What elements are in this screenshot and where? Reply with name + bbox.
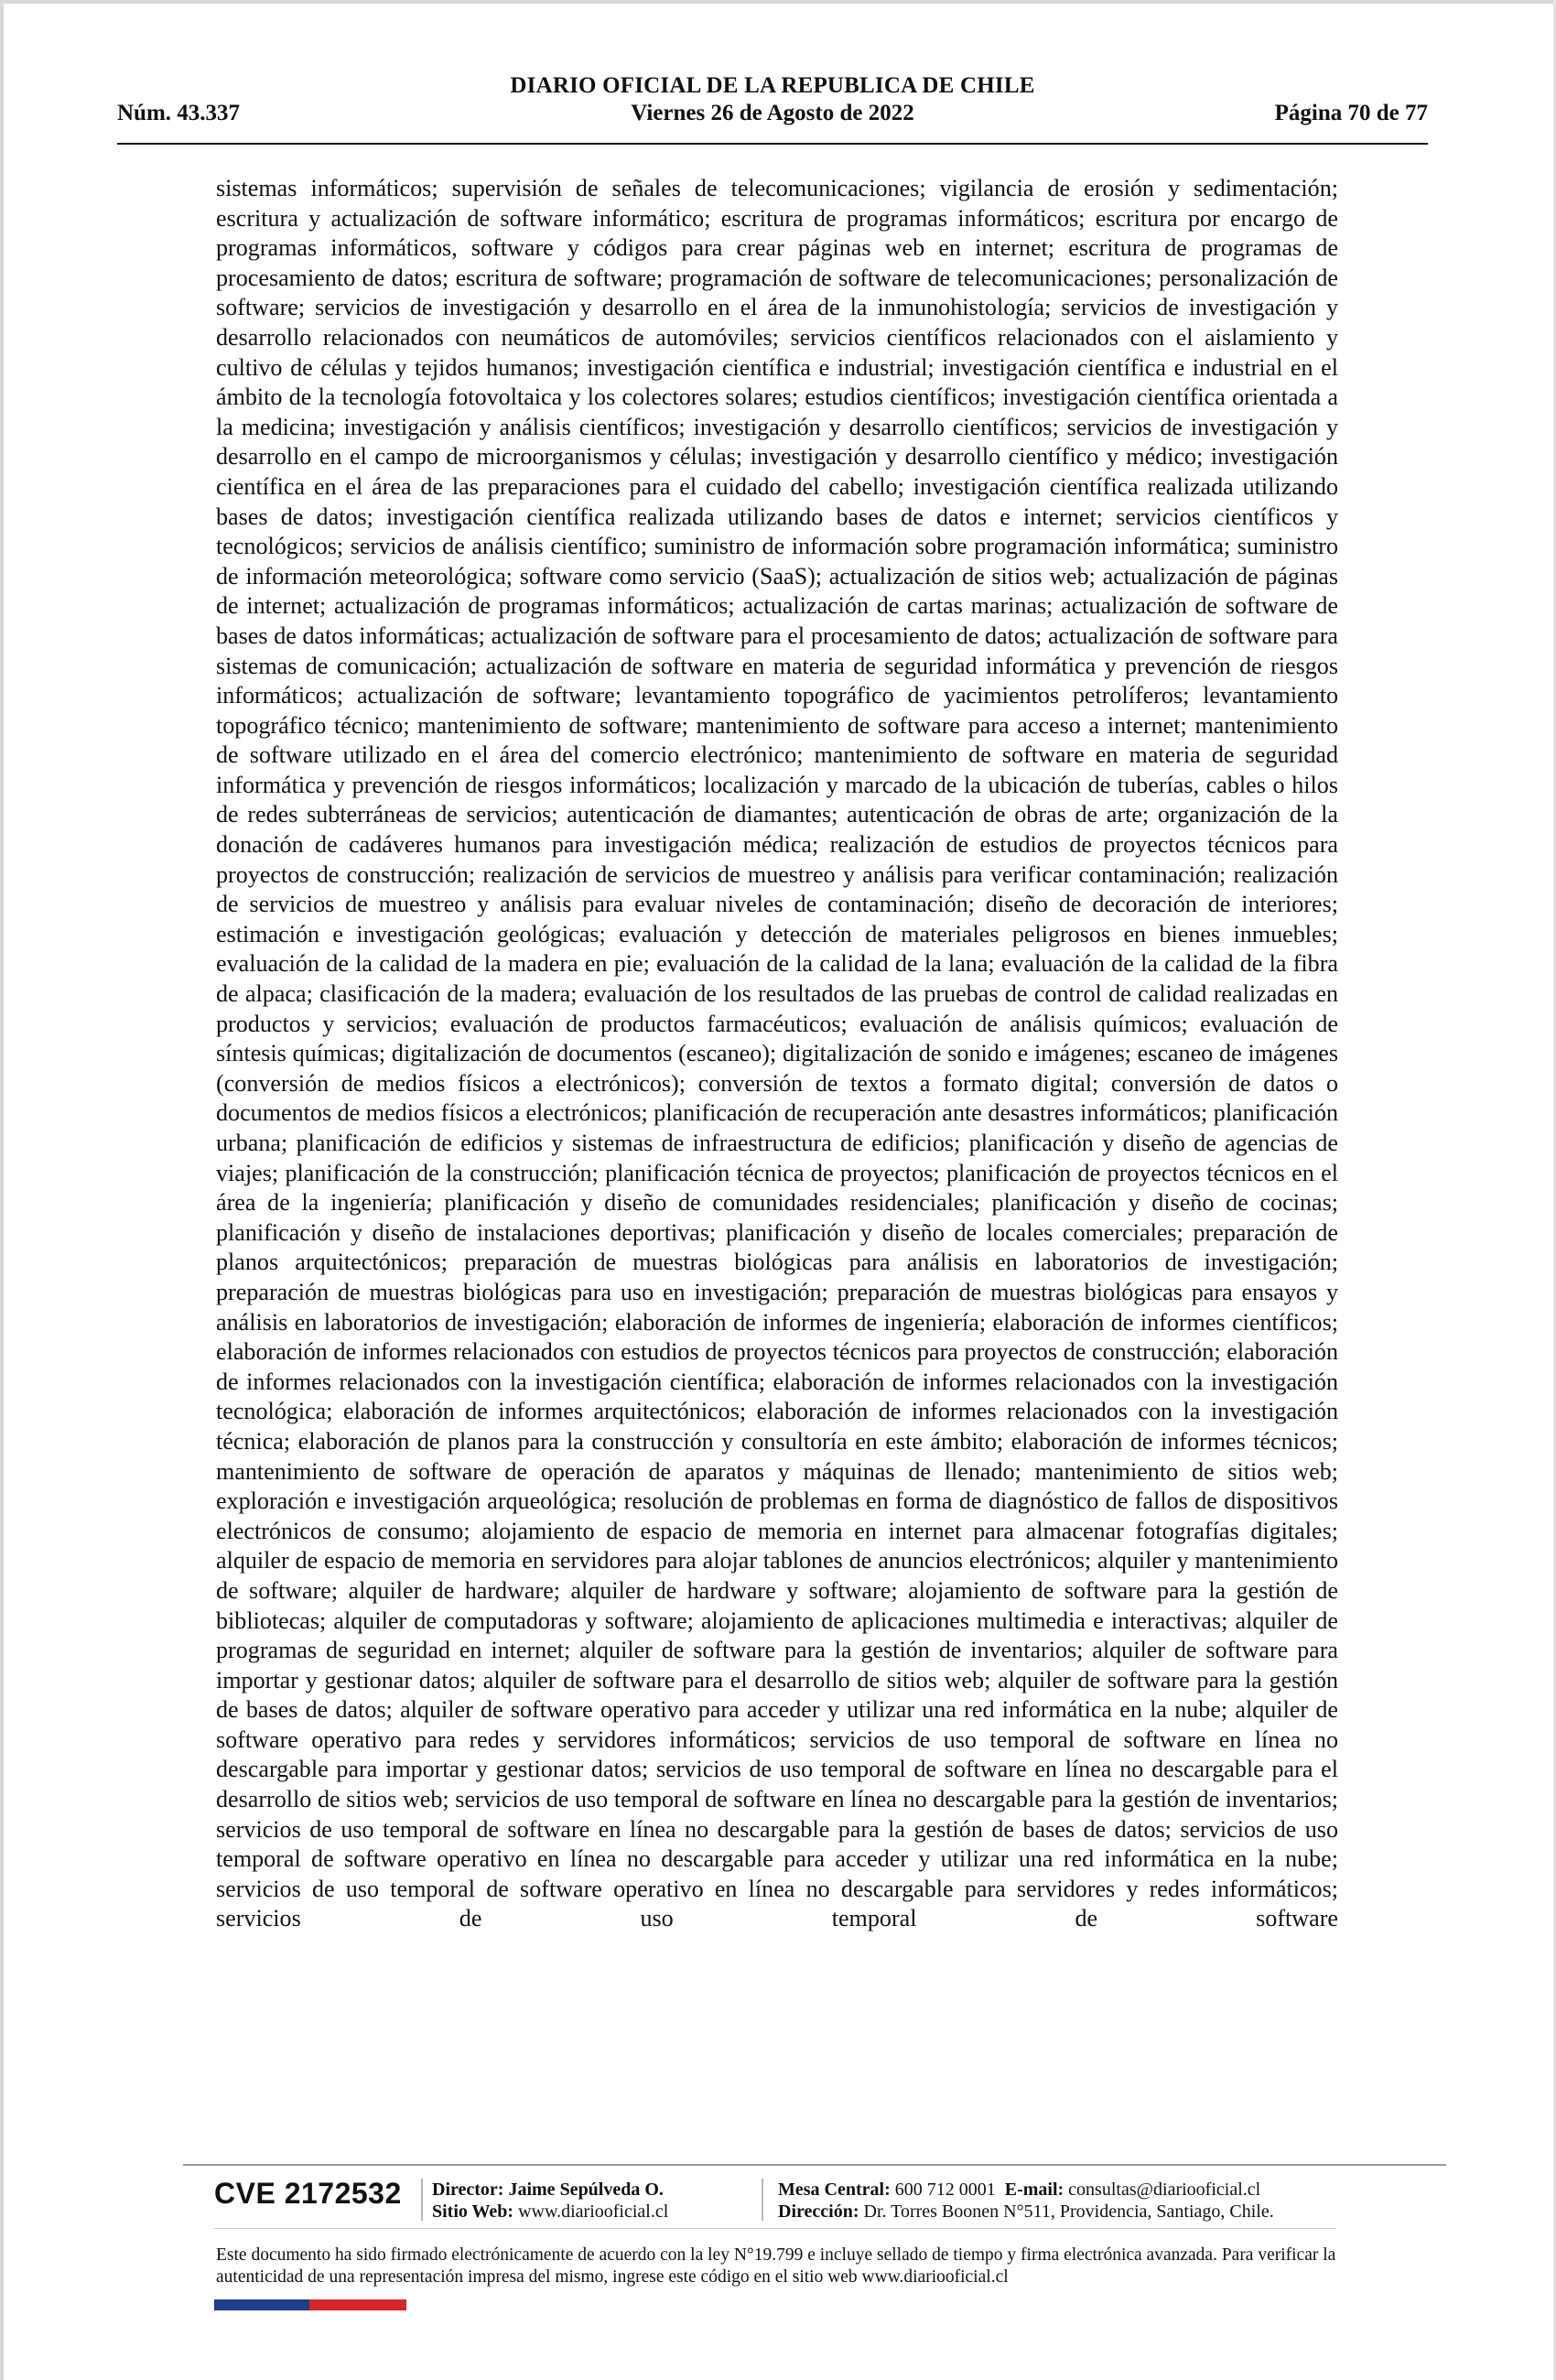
address-value: Dr. Torres Boonen N°511, Providencia, Santiago, Chile. — [863, 2202, 1274, 2222]
director-label: Director: — [432, 2180, 504, 2200]
address-info — [778, 2201, 1274, 2223]
footer-separator — [421, 2179, 423, 2221]
header-divider — [117, 143, 1428, 145]
flag-stripe-red — [309, 2299, 406, 2310]
contact-info — [778, 2179, 1260, 2201]
page-border-top — [0, 0, 1556, 4]
website-link[interactable]: www.diariooficial.cl — [518, 2202, 669, 2222]
footer-inner-divider — [214, 2228, 1336, 2229]
website-info — [432, 2201, 668, 2223]
address-label: Dirección: — [778, 2202, 859, 2222]
page-header — [117, 73, 1428, 146]
flag-stripe-blue — [214, 2299, 309, 2310]
footer-divider — [183, 2164, 1446, 2166]
legal-notice: Este documento ha sido firmado electrónicamente de acuerdo con la ley N°19.799 e incluye sellado de tiempo y firma electrónica avanzada. Para verificar la autenticidad de una representación impresa del mismo, ingrese este código en el sitio web www.diariooficial.cl — [216, 2245, 1336, 2287]
issue-date: Viernes 26 de Agosto de 2022 — [631, 101, 914, 125]
publication-title: DIARIO OFICIAL DE LA REPUBLICA DE CHILE — [510, 73, 1035, 98]
director-name: Jaime Sepúlveda O. — [508, 2180, 664, 2200]
page-border-left — [0, 0, 4, 2380]
mesa-phone: 600 712 0001 — [894, 2180, 996, 2200]
document-body: sistemas informáticos; supervisión de señales de telecomunicaciones; vigilancia de erosión y sedimentación; escritura y actualización de software informático; escritura de programas informáticos; escritura por encargo de programas informáticos, software y códigos para crear páginas web en internet; escritura de programas de procesamiento de datos; escritura de software; programación de software de telecomunicaciones; personalización de software; servicios de investigación y desarrollo en el área de la inmunohistología; servicios de investigación y desarrollo relacionados con neumáticos de automóviles; servicios científicos relacionados con el aislamiento y cultivo de células y tejidos humanos; investigación científica e industrial; investigación científica e industrial en el ámbito de la tecnología fotovoltaica y los colectores solares; estudios científicos; investigación científica orientada a la medicina; investigación y análisis científicos; investigación y desarrollo científicos; servicios de investigación y desarrollo en el campo de microorganismos y células; investigación y desarrollo científico y médico; investigación científica en el área de las preparaciones para el cuidado del cabello; investigación científica realizada utilizando bases de datos; investigación científica realizada utilizando bases de datos e internet; servicios científicos y tecnológicos; servicios de análisis científico; suministro de información sobre programación informática; suministro de información meteorológica; software como servicio (SaaS); actualización de sitios web; actualización de páginas de internet; actualización de programas informáticos; actualización de cartas marinas; actualización de software de bases de datos informáticas; actualización de software para el procesamiento de datos; actualización de software para sistemas de comunicación; actualización de software en materia de seguridad informática y prevención de riesgos informáticos; actualización de software; levantamiento topográfico de yacimientos petrolíferos; levantamiento topográfico técnico; mantenimiento de software; mantenimiento de software para acceso a internet; mantenimiento de software utilizado en el área del comercio electrónico; mantenimiento de software en materia de seguridad informática y prevención de riesgos informáticos; localización y marcado de la ubicación de tuberías, cables o hilos de redes subterráneas de servicios; autenticación de diamantes; autenticación de obras de arte; organización de la donación de cadáveres humanos para investigación médica; realización de estudios de proyectos técnicos para proyectos de construcción; realización de servicios de muestreo y análisis para verificar contaminación; realización de servicios de muestreo y análisis para evaluar niveles de contaminación; diseño de decoración de interiores; estimación e investigación geológicas; evaluación y detección de materiales peligrosos en bienes inmuebles; evaluación de la calidad de la madera en pie; evaluación de la calidad de la lana; evaluación de la calidad de la fibra de alpaca; clasificación de la madera; evaluación de los resultados de las pruebas de control de calidad realizadas en productos y servicios; evaluación de productos farmacéuticos; evaluación de análisis químicos; evaluación de síntesis químicas; digitalización de documentos (escaneo); digitalización de sonido e imágenes; escaneo de imágenes (conversión de medios físicos a electrónicos); conversión de textos a formato digital; conversión de datos o documentos de medios físicos a electrónicos; planificación de recuperación ante desastres informáticos; planificación urbana; planificación de edificios y sistemas de infraestructura de edificios; planificación y diseño de agencias de viajes; planificación de la construcción; planificación técnica de proyectos; planificación de proyectos técnicos en el área de la ingeniería; planificación y diseño de comunidades residenciales; planificación y diseño de cocinas; planificación y diseño de instalaciones deportivas; planificación y diseño de locales comerciales; preparación de planos arquitectónicos; preparación de muestras biológicas para análisis en laboratorios de investigación; preparación de muestras biológicas para uso en investigación; preparación de muestras biológicas para ensayos y análisis en laboratorios de investigación; elaboración de informes de ingeniería; elaboración de informes científicos; elaboración de informes relacionados con estudios de proyectos técnicos para proyectos de construcción; elaboración de informes relacionados con la investigación científica; elaboración de informes relacionados con la investigación tecnológica; elaboración de informes arquitectónicos; elaboración de informes relacionados con la investigación técnica; elaboración de planos para la construcción y consultoría en este ámbito; elaboración de informes técnicos; mantenimiento de software de operación de aparatos y máquinas de llenado; mantenimiento de sitios web; exploración e investigación arqueológica; resolución de problemas en forma de diagnóstico de fallos de dispositivos electrónicos de consumo; alojamiento de espacio de memoria en internet para almacenar fotografías digitales; alquiler de espacio de memoria en servidores para alojar tablones de anuncios electrónicos; alquiler y mantenimiento de software; alquiler de hardware; alquiler de hardware y software; alojamiento de software para la gestión de bibliotecas; alquiler de computadoras y software; alojamiento de aplicaciones multimedia e interactivas; alquiler de programas de seguridad en internet; alquiler de software para la gestión de inventarios; alquiler de software para importar y gestionar datos; alquiler de software para el desarrollo de sitios web; alquiler de software para la gestión de bases de datos; alquiler de software operativo para acceder y utilizar una red informática en la nube; alquiler de software operativo para redes y servidores informáticos; servicios de uso temporal de software en línea no descargable para importar y gestionar datos; servicios de uso temporal de software en línea no descargable para el desarrollo de sitios web; servicios de uso temporal de software en línea no descargable para la gestión de inventarios; servicios de uso temporal de software en línea no descargable para la gestión de bases de datos; servicios de uso temporal de software operativo en línea no descargable para acceder y utilizar una red informática en la nube; servicios de uso temporal de software operativo en línea no descargable para servidores y redes informáticos; servicios de uso temporal de software — [216, 175, 1338, 1932]
director-info — [432, 2179, 664, 2201]
footer-separator — [762, 2179, 763, 2221]
mesa-label: Mesa Central: — [778, 2180, 891, 2200]
page-indicator: Página 70 de 77 — [1274, 101, 1428, 125]
cve-code: CVE 2172532 — [214, 2177, 402, 2210]
website-label: Sitio Web: — [432, 2202, 514, 2222]
issue-number: Núm. 43.337 — [117, 101, 241, 125]
email-label: E-mail: — [1004, 2180, 1064, 2200]
email-link[interactable]: consultas@diariooficial.cl — [1068, 2180, 1261, 2200]
